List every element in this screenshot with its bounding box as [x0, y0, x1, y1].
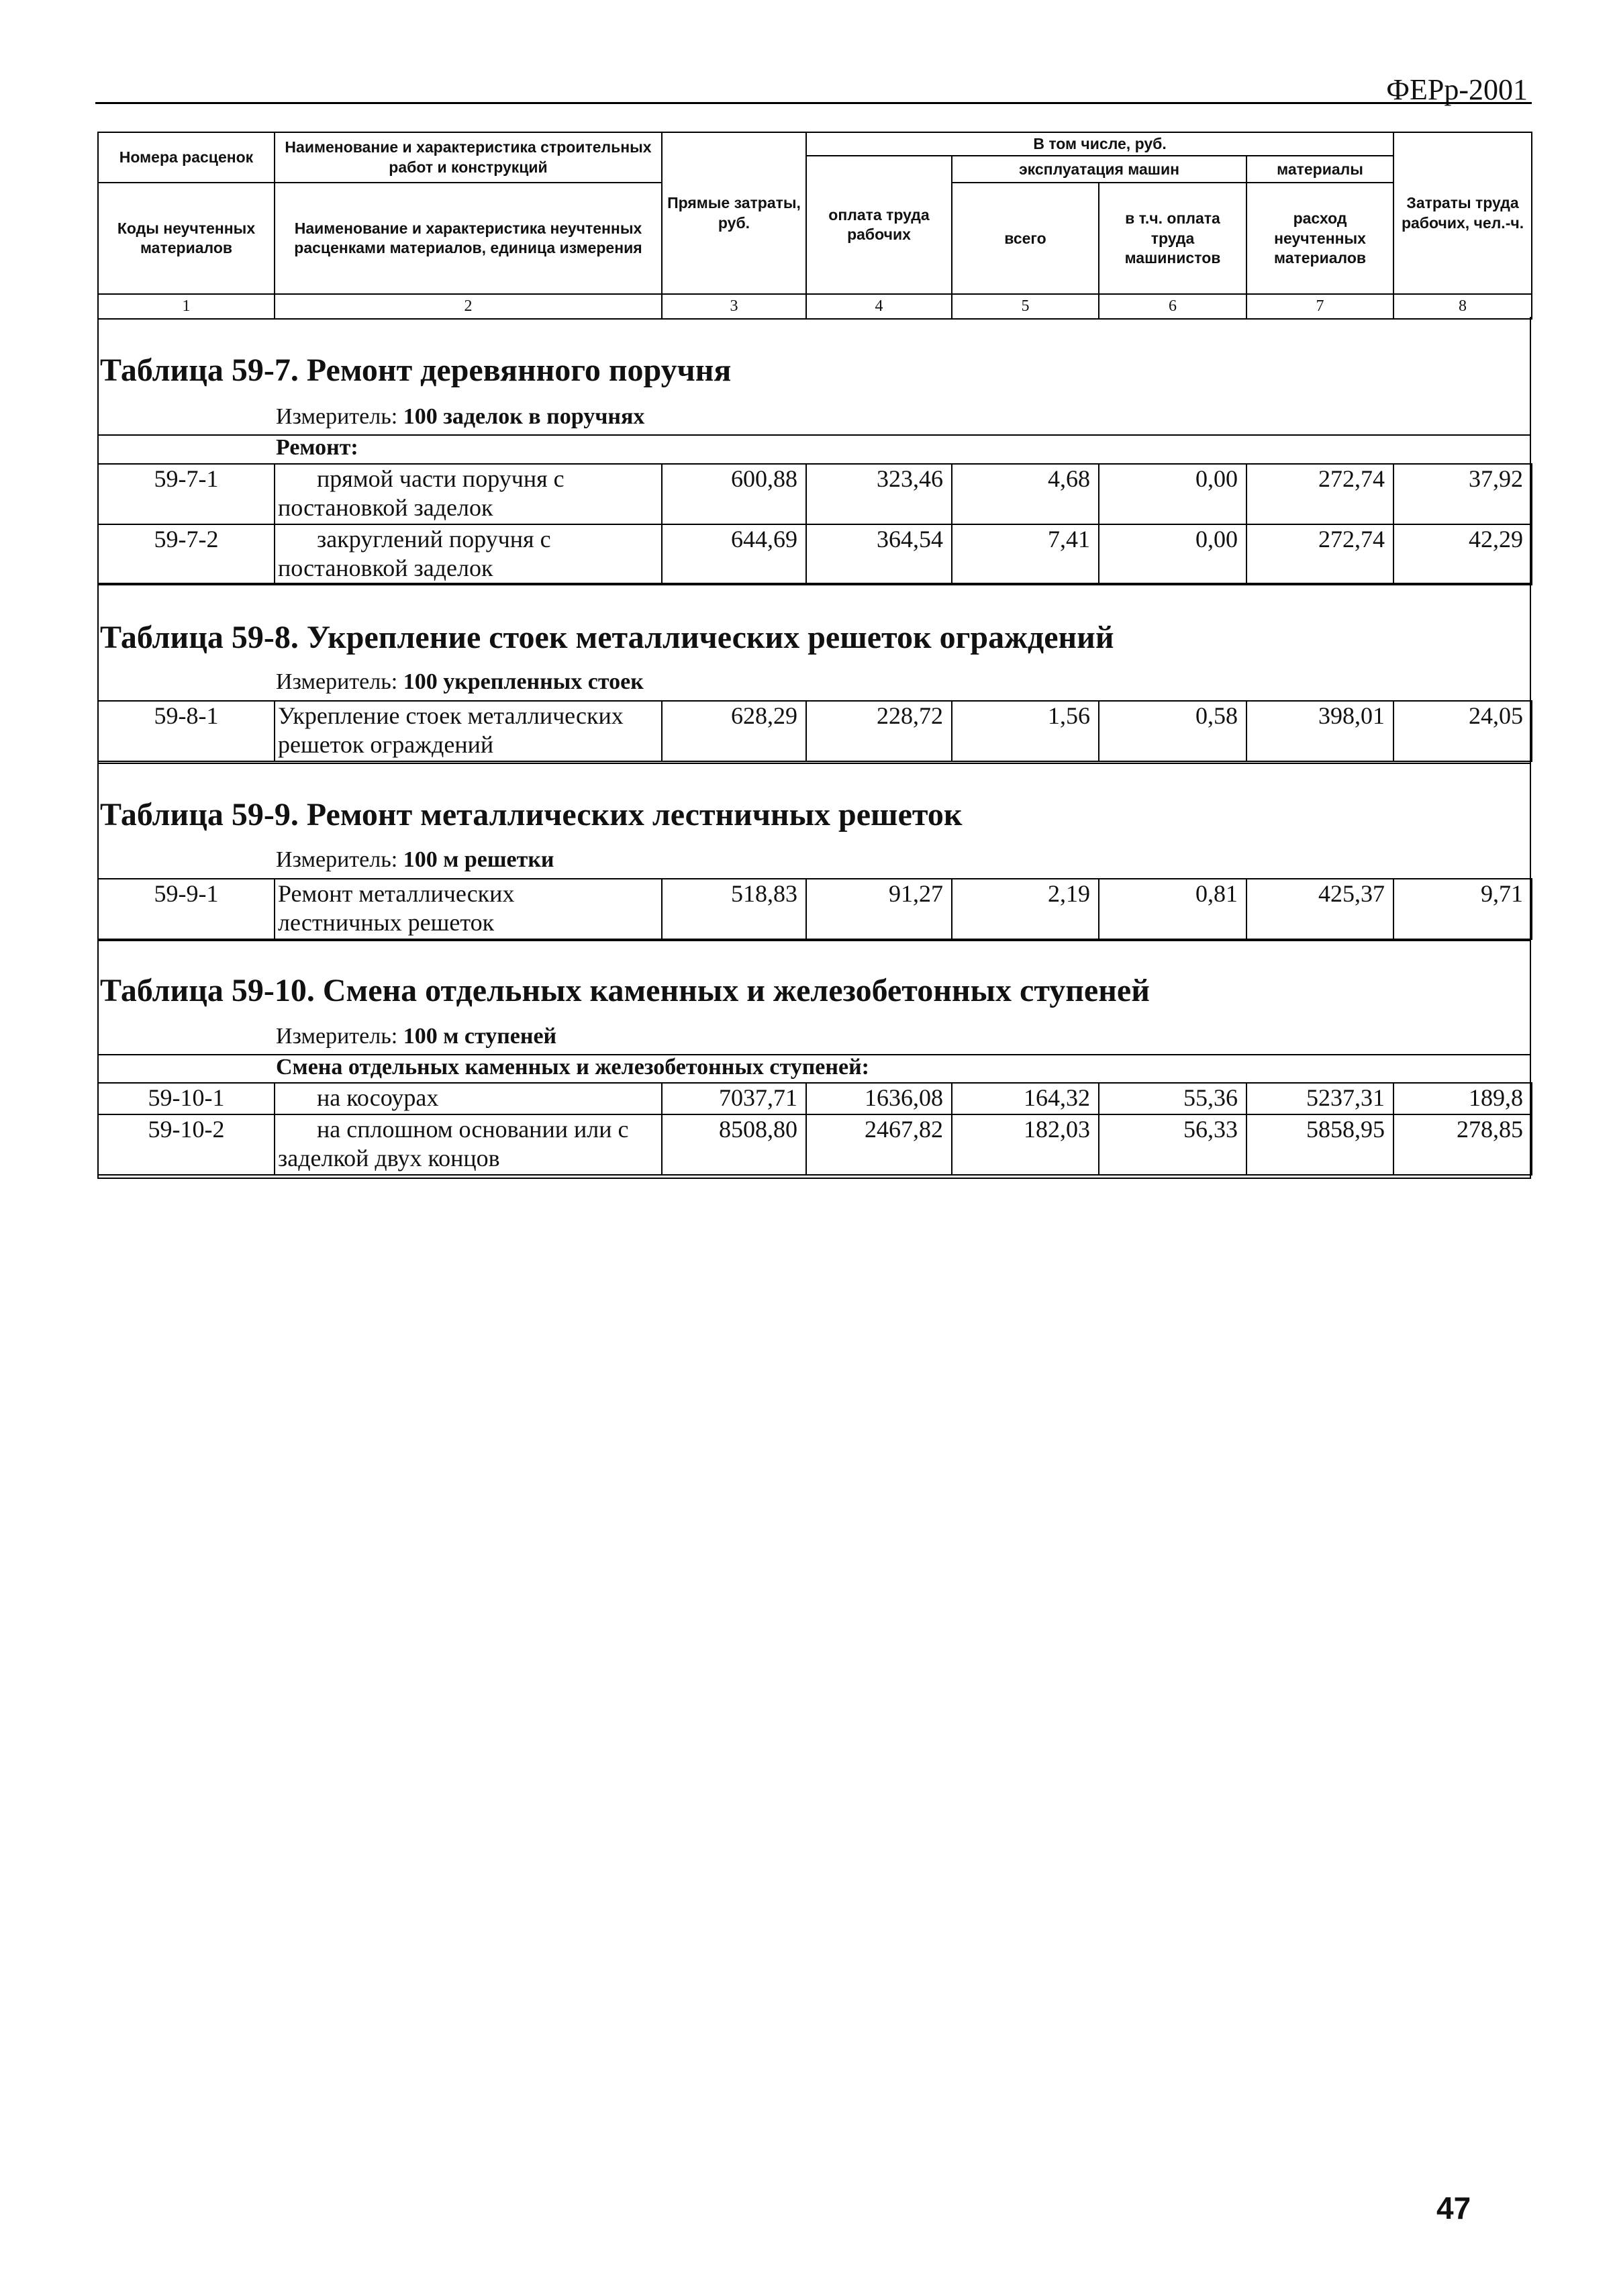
section-title: Таблица 59-9. Ремонт металлических лестничных решеток	[100, 797, 963, 832]
group-heading: Смена отдельных каменных и железобетонных ступеней:	[276, 1055, 869, 1080]
col-number: 8	[1393, 294, 1532, 319]
measure-label: Измеритель:	[276, 1024, 398, 1049]
col-number: 5	[952, 294, 1099, 319]
rate-code: 59-10-2	[98, 1114, 275, 1175]
column-header-table	[97, 132, 1532, 320]
header-machinists-pay: в т.ч. оплата труда машинистов	[1099, 183, 1246, 294]
machinists-pay: 55,36	[1099, 1083, 1246, 1114]
measure-value: 100 м ступеней	[403, 1024, 557, 1049]
description-line: Ремонт металлических	[278, 880, 515, 907]
col-number: 4	[806, 294, 952, 319]
description-line: постановкой заделок	[278, 494, 493, 521]
table-row	[98, 524, 1532, 585]
section-title: Таблица 59-7. Ремонт деревянного поручня	[100, 352, 732, 388]
rate-code: 59-7-1	[98, 464, 275, 524]
header-labor-cost: Затраты труда рабочих, чел.-ч.	[1393, 132, 1532, 294]
rate-description	[275, 1083, 662, 1114]
col-number: 3	[662, 294, 806, 319]
section-title: Таблица 59-8. Укрепление стоек металлических решеток ограждений	[100, 620, 1114, 655]
col-number: 1	[98, 294, 275, 319]
rate-description	[275, 879, 662, 939]
header-direct: Прямые затраты, руб.	[662, 132, 806, 294]
direct-cost: 644,69	[662, 524, 806, 585]
direct-cost: 8508,80	[662, 1114, 806, 1175]
table-row	[98, 879, 1532, 939]
machines-total: 4,68	[952, 464, 1099, 524]
rate-description	[275, 464, 662, 524]
labor-pay: 364,54	[806, 524, 952, 585]
section-rule	[97, 763, 1531, 764]
rate-table	[97, 1082, 1532, 1176]
header-materials-use: расход неучтенных материалов	[1246, 183, 1393, 294]
measure-line	[276, 847, 554, 873]
col-number: 6	[1099, 294, 1246, 319]
measure-value: 100 укрепленных стоек	[403, 669, 644, 694]
machines-total: 182,03	[952, 1114, 1099, 1175]
materials-cost: 5237,31	[1246, 1083, 1393, 1114]
header-name-top: Наименование и характеристика строительных работ и конструкций	[275, 132, 662, 183]
table-row	[98, 1114, 1532, 1175]
labor-pay: 228,72	[806, 701, 952, 761]
section-59-9	[97, 763, 1531, 940]
table-row	[98, 701, 1532, 761]
machines-total: 1,56	[952, 701, 1099, 761]
measure-label: Измеритель:	[276, 404, 398, 429]
machinists-pay: 0,58	[1099, 701, 1246, 761]
measure-line	[276, 404, 644, 430]
section-59-7	[97, 317, 1531, 583]
page-number: 47	[1436, 2191, 1471, 2226]
section-rule	[97, 940, 1531, 941]
labor-hours: 24,05	[1393, 701, 1532, 761]
header-rates: Номера расценок	[98, 132, 275, 183]
document-code: ФЕРр-2001	[1386, 73, 1528, 106]
materials-cost: 5858,95	[1246, 1114, 1393, 1175]
rate-description	[275, 524, 662, 585]
machines-total: 164,32	[952, 1083, 1099, 1114]
machinists-pay: 56,33	[1099, 1114, 1246, 1175]
labor-hours: 9,71	[1393, 879, 1532, 939]
rate-table	[97, 463, 1532, 585]
labor-hours: 37,92	[1393, 464, 1532, 524]
description-line: лестничных решеток	[278, 909, 495, 936]
col-number: 2	[275, 294, 662, 319]
header-machines: эксплуатация машин	[952, 156, 1246, 183]
labor-pay: 91,27	[806, 879, 952, 939]
materials-cost: 425,37	[1246, 879, 1393, 939]
section-59-8	[97, 583, 1531, 763]
machinists-pay: 0,00	[1099, 464, 1246, 524]
machines-total: 7,41	[952, 524, 1099, 585]
materials-cost: 272,74	[1246, 464, 1393, 524]
labor-hours: 278,85	[1393, 1114, 1532, 1175]
materials-cost: 272,74	[1246, 524, 1393, 585]
direct-cost: 628,29	[662, 701, 806, 761]
description-line: Укрепление стоек металлических	[278, 702, 624, 729]
section-59-10	[97, 940, 1531, 1179]
measure-line	[276, 669, 644, 695]
labor-pay: 323,46	[806, 464, 952, 524]
labor-hours: 42,29	[1393, 524, 1532, 585]
machinists-pay: 0,81	[1099, 879, 1246, 939]
description-line: на косоурах	[317, 1084, 439, 1111]
header-incl: В том числе, руб.	[806, 132, 1393, 156]
materials-cost: 398,01	[1246, 701, 1393, 761]
header-codes: Коды неучтенных материалов	[98, 183, 275, 294]
labor-pay: 2467,82	[806, 1114, 952, 1175]
measure-label: Измеритель:	[276, 669, 398, 694]
machinists-pay: 0,00	[1099, 524, 1246, 585]
rate-description	[275, 701, 662, 761]
header-materials: материалы	[1246, 156, 1393, 183]
direct-cost: 600,88	[662, 464, 806, 524]
header-machines-total: всего	[952, 183, 1099, 294]
direct-cost: 518,83	[662, 879, 806, 939]
group-heading: Ремонт:	[276, 435, 358, 460]
rate-code: 59-10-1	[98, 1083, 275, 1114]
rate-code: 59-7-2	[98, 524, 275, 585]
direct-cost: 7037,71	[662, 1083, 806, 1114]
rate-description	[275, 1114, 662, 1175]
description-line: закруглений поручня с	[317, 526, 551, 553]
column-header	[97, 132, 1531, 317]
machines-total: 2,19	[952, 879, 1099, 939]
labor-hours: 189,8	[1393, 1083, 1532, 1114]
description-line: постановкой заделок	[278, 555, 493, 581]
rate-code: 59-8-1	[98, 701, 275, 761]
col-number: 7	[1246, 294, 1393, 319]
section-rule	[97, 583, 1531, 584]
table-row	[98, 1083, 1532, 1114]
measure-value: 100 м решетки	[403, 847, 554, 872]
rate-code: 59-9-1	[98, 879, 275, 939]
section-title: Таблица 59-10. Смена отдельных каменных и железобетонных ступеней	[100, 973, 1150, 1008]
measure-line	[276, 1024, 556, 1049]
measure-value: 100 заделок в поручнях	[403, 404, 645, 429]
description-line: заделкой двух концов	[278, 1145, 500, 1171]
rate-table	[97, 700, 1532, 762]
header-name-bottom: Наименование и характеристика неучтенных расценками материалов, единица измерения	[275, 183, 662, 294]
table-row	[98, 464, 1532, 524]
description-line: прямой части поручня с	[317, 465, 565, 492]
labor-pay: 1636,08	[806, 1083, 952, 1114]
header-rule	[95, 102, 1532, 104]
header-labor-pay: оплата труда рабочих	[806, 156, 952, 294]
description-line: решеток ограждений	[278, 731, 494, 758]
measure-label: Измеритель:	[276, 847, 398, 872]
rate-table	[97, 878, 1532, 940]
description-line: на сплошном основании или с	[317, 1116, 629, 1143]
